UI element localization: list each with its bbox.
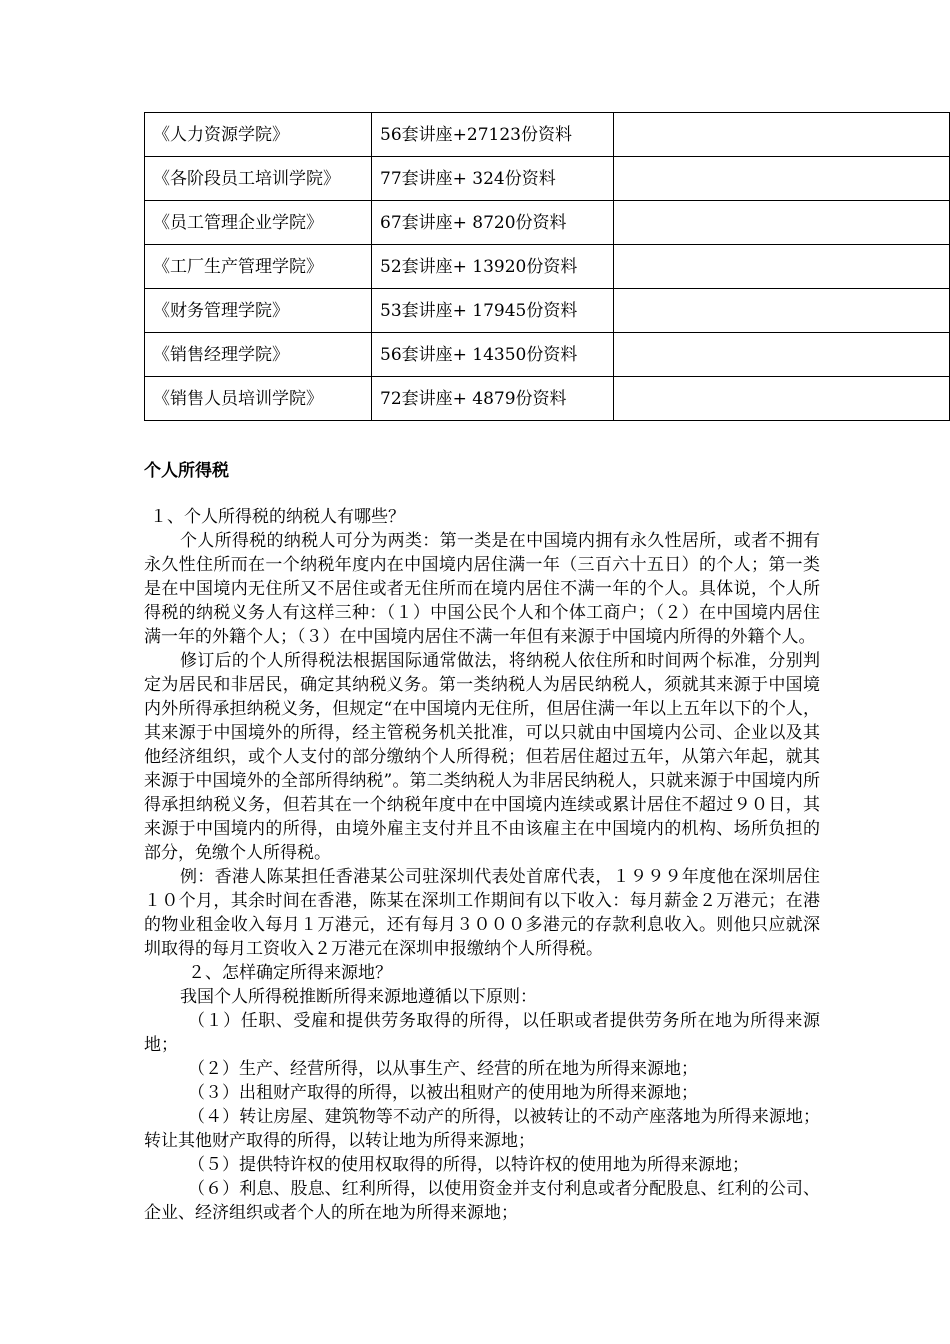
- question-heading: １、个人所得税的纳税人有哪些？: [150, 507, 405, 527]
- academy-name: 《各阶段员工培训学院》: [145, 157, 372, 201]
- academy-resources: 77套讲座+ 324份资料: [372, 157, 614, 201]
- academy-name: 《财务管理学院》: [145, 289, 372, 333]
- academy-note: [614, 113, 950, 157]
- rule-item: （６）利息、股息、红利所得，以使用资金并支付利息或者分配股息、红利的公司、企业、经济组织或者个人的所在地为所得来源地；: [144, 1179, 820, 1223]
- rule-item: （５）提供特许权的使用权取得的所得，以特许权的使用地为所得来源地；: [188, 1155, 749, 1175]
- article-body: [144, 505, 820, 1225]
- table-row: [145, 245, 950, 289]
- academy-note: [614, 377, 950, 421]
- academy-name: 《销售经理学院》: [145, 333, 372, 377]
- rule-item: （３）出租财产取得的所得，以被出租财产的使用地为所得来源地；: [188, 1083, 698, 1103]
- table-row: [145, 157, 950, 201]
- rule-item: （２）生产、经营所得，以从事生产、经营的所在地为所得来源地；: [188, 1059, 698, 1079]
- academy-name: 《销售人员培训学院》: [145, 377, 372, 421]
- academy-note: [614, 333, 950, 377]
- table-row: [145, 377, 950, 421]
- academy-note: [614, 289, 950, 333]
- academy-name: 《人力资源学院》: [145, 113, 372, 157]
- academy-name: 《员工管理企业学院》: [145, 201, 372, 245]
- question-heading: ２、怎样确定所得来源地？: [188, 963, 392, 983]
- academy-resources: 56套讲座+27123份资料: [372, 113, 614, 157]
- academy-name: 《工厂生产管理学院》: [145, 245, 372, 289]
- academy-resources: 56套讲座+ 14350份资料: [372, 333, 614, 377]
- academy-resources: 72套讲座+ 4879份资料: [372, 377, 614, 421]
- academy-note: [614, 157, 950, 201]
- paragraph: 个人所得税的纳税人可分为两类：第一类是在中国境内拥有永久性居所，或者不拥有永久性住所而在一个纳税年度内在中国境内居住满一年（三百六十五日）的个人；第一类是在中国境内无住所又不居住或者无住所而在境内居住不满一年的个人。具体说，个人所得税的纳税义务人有这样三种：（１）中国公民个人和个体工商户；（２）在中国境内居住满一年的外籍个人；（３）在中国境内居住不满一年但有来源于中国境内所得的外籍个人。: [144, 531, 820, 647]
- academy-note: [614, 245, 950, 289]
- academy-catalog-table: [144, 112, 950, 421]
- example-paragraph: 例：香港人陈某担任香港某公司驻深圳代表处首席代表，１９９９年度他在深圳居住１０个月，其余时间在香港，陈某在深圳工作期间有以下收入：每月薪金２万港元；在港的物业租金收入每月１万港元，还有每月３０００多港元的存款利息收入。则他只应就深圳取得的每月工资收入２万港元在深圳申报缴纳个人所得税。: [144, 867, 820, 959]
- section-title: 个人所得税: [144, 461, 229, 481]
- rule-item: （１）任职、受雇和提供劳务取得的所得，以任职或者提供劳务所在地为所得来源地；: [144, 1011, 820, 1055]
- table-row: [145, 113, 950, 157]
- academy-note: [614, 201, 950, 245]
- paragraph: 修订后的个人所得税法根据国际通常做法，将纳税人依住所和时间两个标准，分别判定为居民和非居民，确定其纳税义务。第一类纳税人为居民纳税人，须就其来源于中国境内外所得承担纳税义务，但规定“在中国境内无住所，但居住满一年以上五年以下的个人，其来源于中国境外的所得，经主管税务机关批准，可以只就由中国境内公司、企业以及其他经济组织，或个人支付的部分缴纳个人所得税；但若居住超过五年，从第六年起，就其来源于中国境外的全部所得纳税”。第二类纳税人为非居民纳税人，只就来源于中国境内所得承担纳税义务，但若其在一个纳税年度中在中国境内连续或累计居住不超过９０日，其来源于中国境内的所得，由境外雇主支付并且不由该雇主在中国境内的机构、场所负担的部分，免缴个人所得税。: [144, 651, 820, 863]
- table-row: [145, 201, 950, 245]
- table-row: [145, 333, 950, 377]
- academy-resources: 67套讲座+ 8720份资料: [372, 201, 614, 245]
- academy-resources: 53套讲座+ 17945份资料: [372, 289, 614, 333]
- paragraph: 我国个人所得税推断所得来源地遵循以下原则：: [180, 987, 537, 1007]
- rule-item: （４）转让房屋、建筑物等不动产的所得，以被转让的不动产座落地为所得来源地；转让其他财产取得的所得，以转让地为所得来源地；: [144, 1107, 820, 1151]
- academy-resources: 52套讲座+ 13920份资料: [372, 245, 614, 289]
- table-row: [145, 289, 950, 333]
